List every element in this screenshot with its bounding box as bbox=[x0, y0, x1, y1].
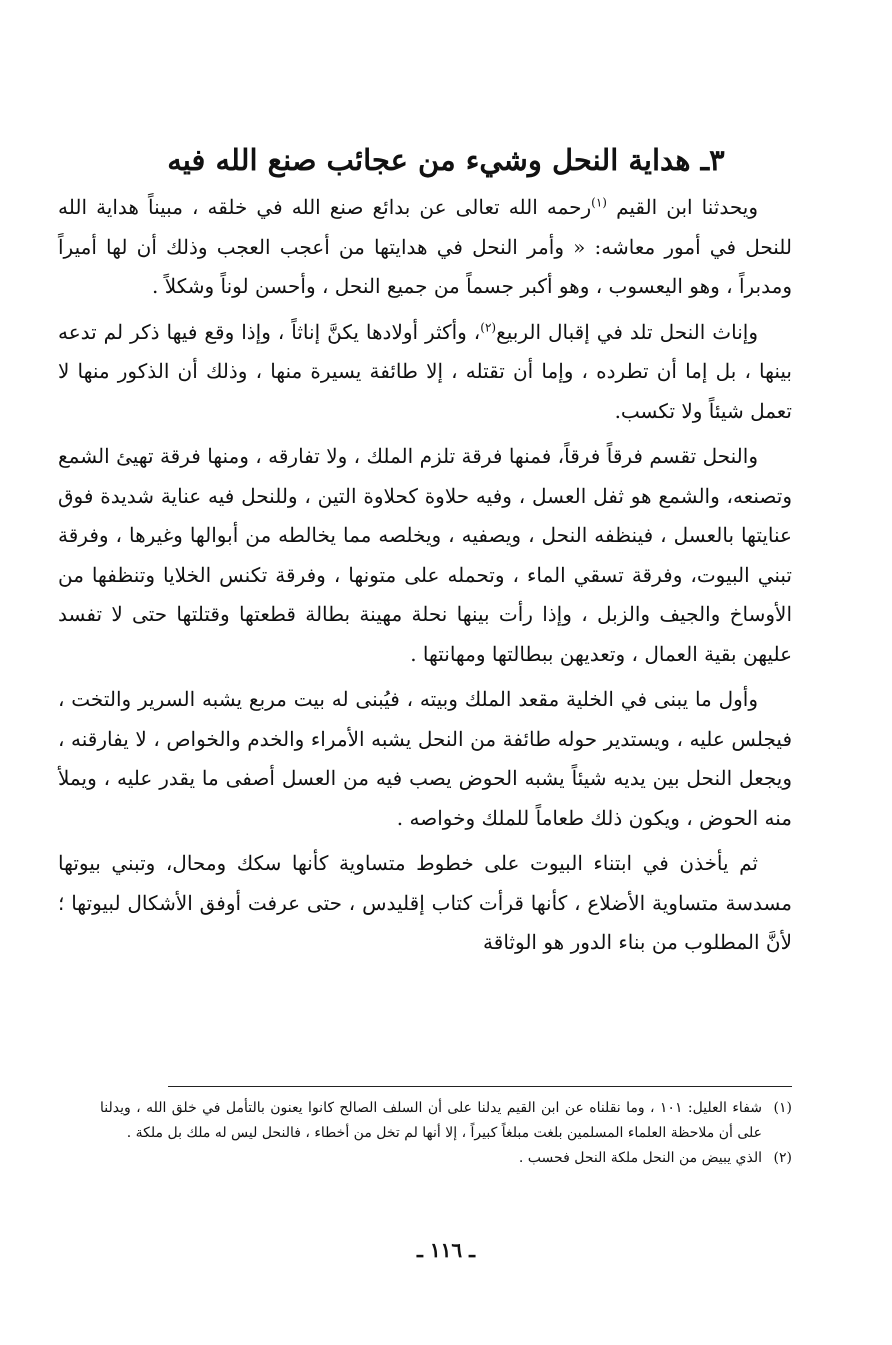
footnote-marker: (١) bbox=[591, 195, 607, 210]
page-number: ـ ١١٦ ـ bbox=[417, 1238, 475, 1262]
footnote bbox=[100, 1096, 792, 1146]
footnote-text: الذي يبيض من النحل ملكة النحل فحسب . bbox=[518, 1150, 762, 1166]
paragraph-text: وإناث النحل تلد في إقبال الربيع bbox=[496, 319, 758, 344]
footnote-number: (١) bbox=[773, 1100, 792, 1116]
paragraph-text: وأول ما يبنى في الخلية مقعد الملك وبيته ، فيُبنى له بيت مربع يشبه السرير والتخت ، فيجلس عليه ، ويستدير حوله طائفة من النحل يشبه الأمراء والخدم والخواص ، لا يفارقنه ، ويجعل النحل بين يديه شيئاً يشبه الحوض يصب فيه من العسل أصفى ما يقدر عليه ، ويملأ منه الحوض ، ويكون ذلك طعاماً للملك وخواصه . bbox=[58, 687, 792, 830]
footnotes bbox=[100, 1096, 792, 1171]
footnote-divider bbox=[168, 1086, 792, 1087]
paragraph bbox=[58, 680, 792, 838]
paragraph bbox=[58, 844, 792, 963]
paragraph bbox=[58, 437, 792, 674]
paragraph-text: والنحل تقسم فرقاً فرقاً، فمنها فرقة تلزم الملك ، ولا تفارقه ، ومنها فرقة تهيئ الشمع وتصنعه، والشمع هو ثفل العسل ، وفيه حلاوة كحلاوة التين ، وللنحل فيه عناية شديدة فوق عنايتها بالعسل ، فينظفه النحل ، ويصفيه ، ويخلصه مما يخالطه من أبوالها وغيرها ، وفرقة تبني البيوت، وفرقة تسقي الماء ، وتحمله على متونها ، وفرقة تكنس الخلايا وتنظفها من الأوساخ والجيف والزبل ، وإذا رأت بينها نحلة مهينة بطالة قطعتها وقتلتها حتى لا تفسد عليهن بقية العمال ، وتعديهن ببطالتها ومهانتها . bbox=[58, 444, 793, 666]
footnote-number: (٢) bbox=[773, 1150, 792, 1166]
section-heading: ٣ـ هداية النحل وشيء من عجائب صنع الله فيه bbox=[167, 143, 725, 177]
footnote-text: شفاء العليل: ١٠١ ، وما نقلناه عن ابن القيم يدلنا على أن السلف الصالح كانوا يعنون بالتأمل في خلق الله ، ويدلنا على أن ملاحظة العلماء المسلمين بلغت مبلغاً كبيراً ، إلا أنها لم تخل من أخطاء ، فالنحل ليس له ملك بل ملكة . bbox=[100, 1100, 763, 1141]
footnote-marker: (٢) bbox=[480, 319, 497, 334]
paragraph-text: ، وأكثر أولادها يكنَّ إناثاً ، وإذا وقع فيها ذكر لم تدعه بينها ، بل إما أن تطرده ، وإما أن تقتله ، إلا طائفة يسيرة منها ، وذلك أن الذكور منها لا تعمل شيئاً ولا تكسب. bbox=[58, 319, 792, 423]
footnote bbox=[100, 1146, 792, 1171]
body-text bbox=[58, 188, 792, 969]
paragraph-text: ويحدثنا ابن القيم bbox=[616, 195, 758, 219]
paragraph bbox=[58, 313, 792, 432]
paragraph-text: رحمه الله تعالى عن بدائع صنع الله في خلقه ، مبيناً هداية الله للنحل في أمور معاشه: « وأمر النحل في هدايتها من أعجب العجب وذلك أن لها أميراً ومدبراً ، وهو اليعسوب ، وهو أكبر جسماً من جميع النحل ، وأحسن لوناً وشكلاً . bbox=[58, 195, 792, 298]
paragraph-text: ثم يأخذن في ابتناء البيوت على خطوط متساوية كأنها سكك ومحال، وتبني بيوتها مسدسة متساوية الأضلاع ، كأنها قرأت كتاب إقليدس ، حتى عرفت أوفق الأشكال لبيوتها ؛ لأنَّ المطلوب من بناء الدور هو الوثاقة bbox=[58, 851, 792, 954]
paragraph bbox=[58, 188, 792, 307]
